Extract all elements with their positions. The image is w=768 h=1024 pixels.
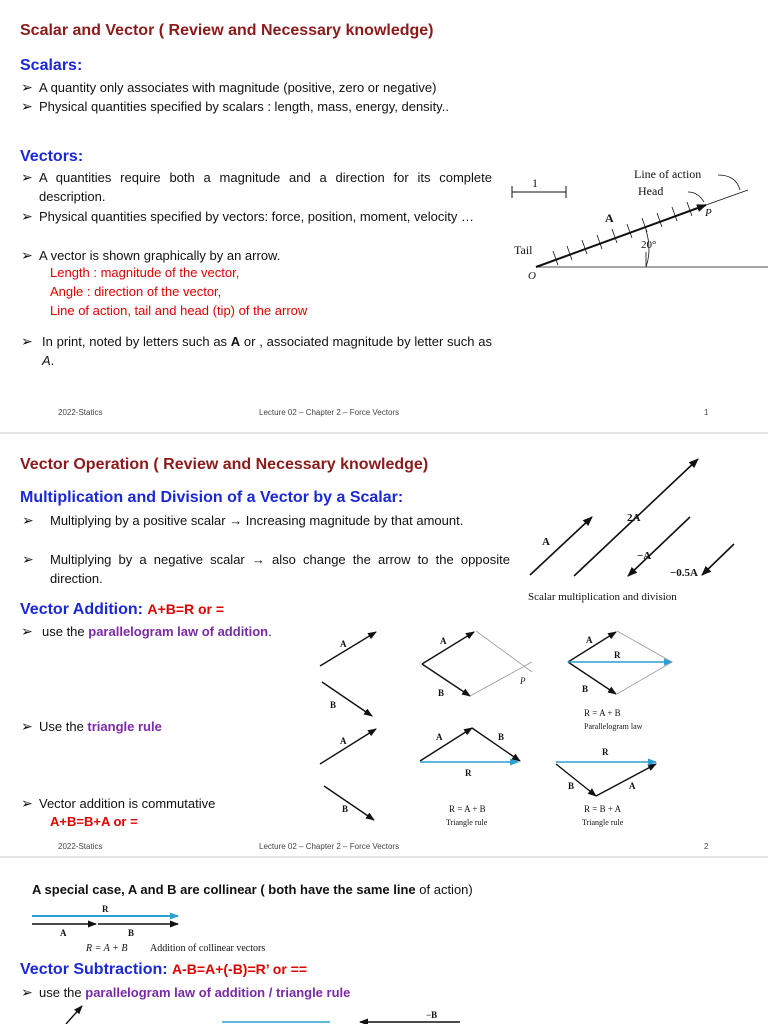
vector-subtraction-figure — [60, 998, 460, 1024]
scale-label: 1 — [532, 176, 538, 190]
vector-a-label: A — [440, 636, 447, 646]
triangle-rule-term: triangle rule — [87, 719, 162, 734]
point-p-label: P — [705, 207, 712, 219]
vector-addition-formula: A+B=R or = — [147, 601, 225, 617]
angle-label: 20° — [641, 239, 657, 251]
arrow-bullet-icon: ➢ — [21, 169, 33, 185]
multiplication-heading: Multiplication and Division of a Vector by a Scalar: — [20, 489, 404, 506]
vector-r-label: R — [465, 768, 472, 778]
vector-item-1: ➢ A quantities require both a magnitude and a direction for its complete description. — [21, 169, 492, 204]
arrow-length-note: Length : magnitude of the vector, — [50, 265, 240, 280]
triangle-caption-2: Triangle rule — [582, 818, 624, 827]
vector-a-label: A — [605, 211, 614, 225]
head-label: Head — [638, 184, 664, 198]
vector-a-label: A — [340, 639, 347, 649]
arrow-bullet-icon: ➢ — [21, 795, 33, 811]
vector-b-label: B — [330, 700, 337, 710]
arrow-line-note: Line of action, tail and head (tip) of the arrow — [50, 303, 308, 318]
slide-3 — [0, 858, 768, 1024]
vector-b-label: B — [342, 804, 349, 814]
vector-arrow-figure — [508, 162, 768, 287]
point-p-label: P — [520, 676, 526, 686]
multiplication-item-1: ➢ Multiplying by a positive scalar → Increasing magnitude by that amount. — [22, 512, 464, 528]
vector-subtraction-formula: A-B=A+(-B)=R’ or == — [172, 961, 308, 977]
subtraction-item: ➢ use the parallelogram law of addition / triangle rule — [21, 984, 351, 1000]
arrow-bullet-icon: ➢ — [21, 333, 33, 349]
collinear-title: A special case, A and B are collinear ( both have the same line of action) — [32, 882, 473, 897]
arrow-bullet-icon: ➢ — [21, 208, 33, 224]
tail-label: Tail — [514, 243, 533, 257]
arrow-bullet-icon: ➢ — [22, 551, 34, 567]
vector-r-label: R — [614, 650, 621, 660]
line-of-action-label: Line of action — [634, 167, 702, 181]
commutative-formula: A+B=B+A or = — [50, 814, 138, 829]
vector-2a-label: 2A — [627, 512, 641, 524]
parallelogram-eq: R = A + B — [584, 708, 621, 718]
footer-page-number: 1 — [704, 408, 709, 417]
origin-o-label: O — [528, 270, 536, 282]
scalar-figure-caption: Scalar multiplication and division — [528, 591, 677, 603]
arrow-bullet-icon: ➢ — [22, 512, 34, 528]
arrow-bullet-icon: ➢ — [21, 623, 33, 639]
vector-item-2: ➢ Physical quantities specified by vectors: force, position, moment, velocity … — [21, 208, 474, 224]
scalars-heading: Scalars: — [20, 57, 83, 74]
triangle-rule-item: ➢ Use the triangle rule — [21, 718, 162, 734]
footer-lecture: Lecture 02 – Chapter 2 – Force Vectors — [259, 842, 400, 851]
arrow-bullet-icon: ➢ — [21, 718, 33, 734]
scalar-multiplication-figure — [522, 449, 752, 589]
slide-1 — [0, 0, 768, 432]
arrow-bullet-icon: ➢ — [21, 79, 33, 95]
footer-course: 2022-Statics — [58, 408, 103, 417]
vector-item-3: ➢ A vector is shown graphically by an arrow. — [21, 247, 281, 263]
vector-b-label: B — [582, 684, 589, 694]
vector-addition-figures — [312, 624, 692, 834]
print-note: ➢ In print, noted by letters such as A or , associated magnitude by letter such as A. — [21, 333, 492, 368]
vector-a-label: A — [340, 736, 347, 746]
collinear-eq: R = A + B — [86, 943, 128, 954]
vector-neg-a-label: −A — [637, 550, 652, 562]
vector-a-label: A — [629, 781, 636, 791]
vector-neg-b-label: −B — [426, 1010, 438, 1020]
vector-r-label: R — [102, 904, 109, 914]
vector-a-label: A — [542, 536, 550, 548]
vector-b-label: B — [438, 688, 445, 698]
vectors-heading: Vectors: — [20, 148, 84, 165]
vector-neg-half-a-label: −0.5A — [670, 567, 698, 579]
vector-subtraction-heading: Vector Subtraction: A-B=A+(-B)=R’ or == — [20, 961, 308, 978]
arrow-bullet-icon: ➢ — [21, 247, 33, 263]
subtraction-rule-term: parallelogram law of addition / triangle rule — [85, 985, 351, 1000]
parallelogram-law-term: parallelogram law of addition — [88, 624, 269, 639]
vector-addition-heading: Vector Addition: A+B=R or = — [20, 601, 225, 618]
triangle-eq-2: R = B + A — [584, 804, 622, 814]
triangle-eq-1: R = A + B — [449, 804, 486, 814]
vector-a-label: A — [586, 635, 593, 645]
vector-a-label: A — [436, 732, 443, 742]
vector-b-label: B — [568, 781, 575, 791]
parallelogram-caption: Parallelogram law — [584, 722, 643, 731]
arrow-bullet-icon: ➢ — [21, 984, 33, 1000]
parallelogram-item: ➢ use the parallelogram law of addition. — [21, 623, 272, 639]
multiplication-item-2: ➢ Multiplying by a negative scalar → also change the arrow to the opposite direction. — [22, 551, 510, 586]
triangle-caption-1: Triangle rule — [446, 818, 488, 827]
scalar-item-2: ➢ Physical quantities specified by scalars : length, mass, energy, density.. — [21, 98, 449, 114]
slide-1-title: Scalar and Vector ( Review and Necessary knowledge) — [20, 22, 434, 39]
vector-r-label: R — [602, 747, 609, 757]
vector-a-label: A — [60, 928, 67, 938]
vector-b-label: B — [128, 928, 135, 938]
footer-lecture: Lecture 02 – Chapter 2 – Force Vectors — [259, 408, 400, 417]
slide-2-title: Vector Operation ( Review and Necessary knowledge) — [20, 456, 429, 473]
collinear-caption: Addition of collinear vectors — [150, 943, 266, 954]
vector-b-label: B — [498, 732, 505, 742]
arrow-bullet-icon: ➢ — [21, 98, 33, 114]
arrow-angle-note: Angle : direction of the vector, — [50, 284, 222, 299]
commutative-item: ➢ Vector addition is commutative — [21, 795, 216, 811]
scalar-item-1: ➢ A quantity only associates with magnitude (positive, zero or negative) — [21, 79, 437, 95]
slide-2 — [0, 434, 768, 854]
footer-course: 2022-Statics — [58, 842, 103, 851]
footer-page-number: 2 — [704, 842, 709, 851]
